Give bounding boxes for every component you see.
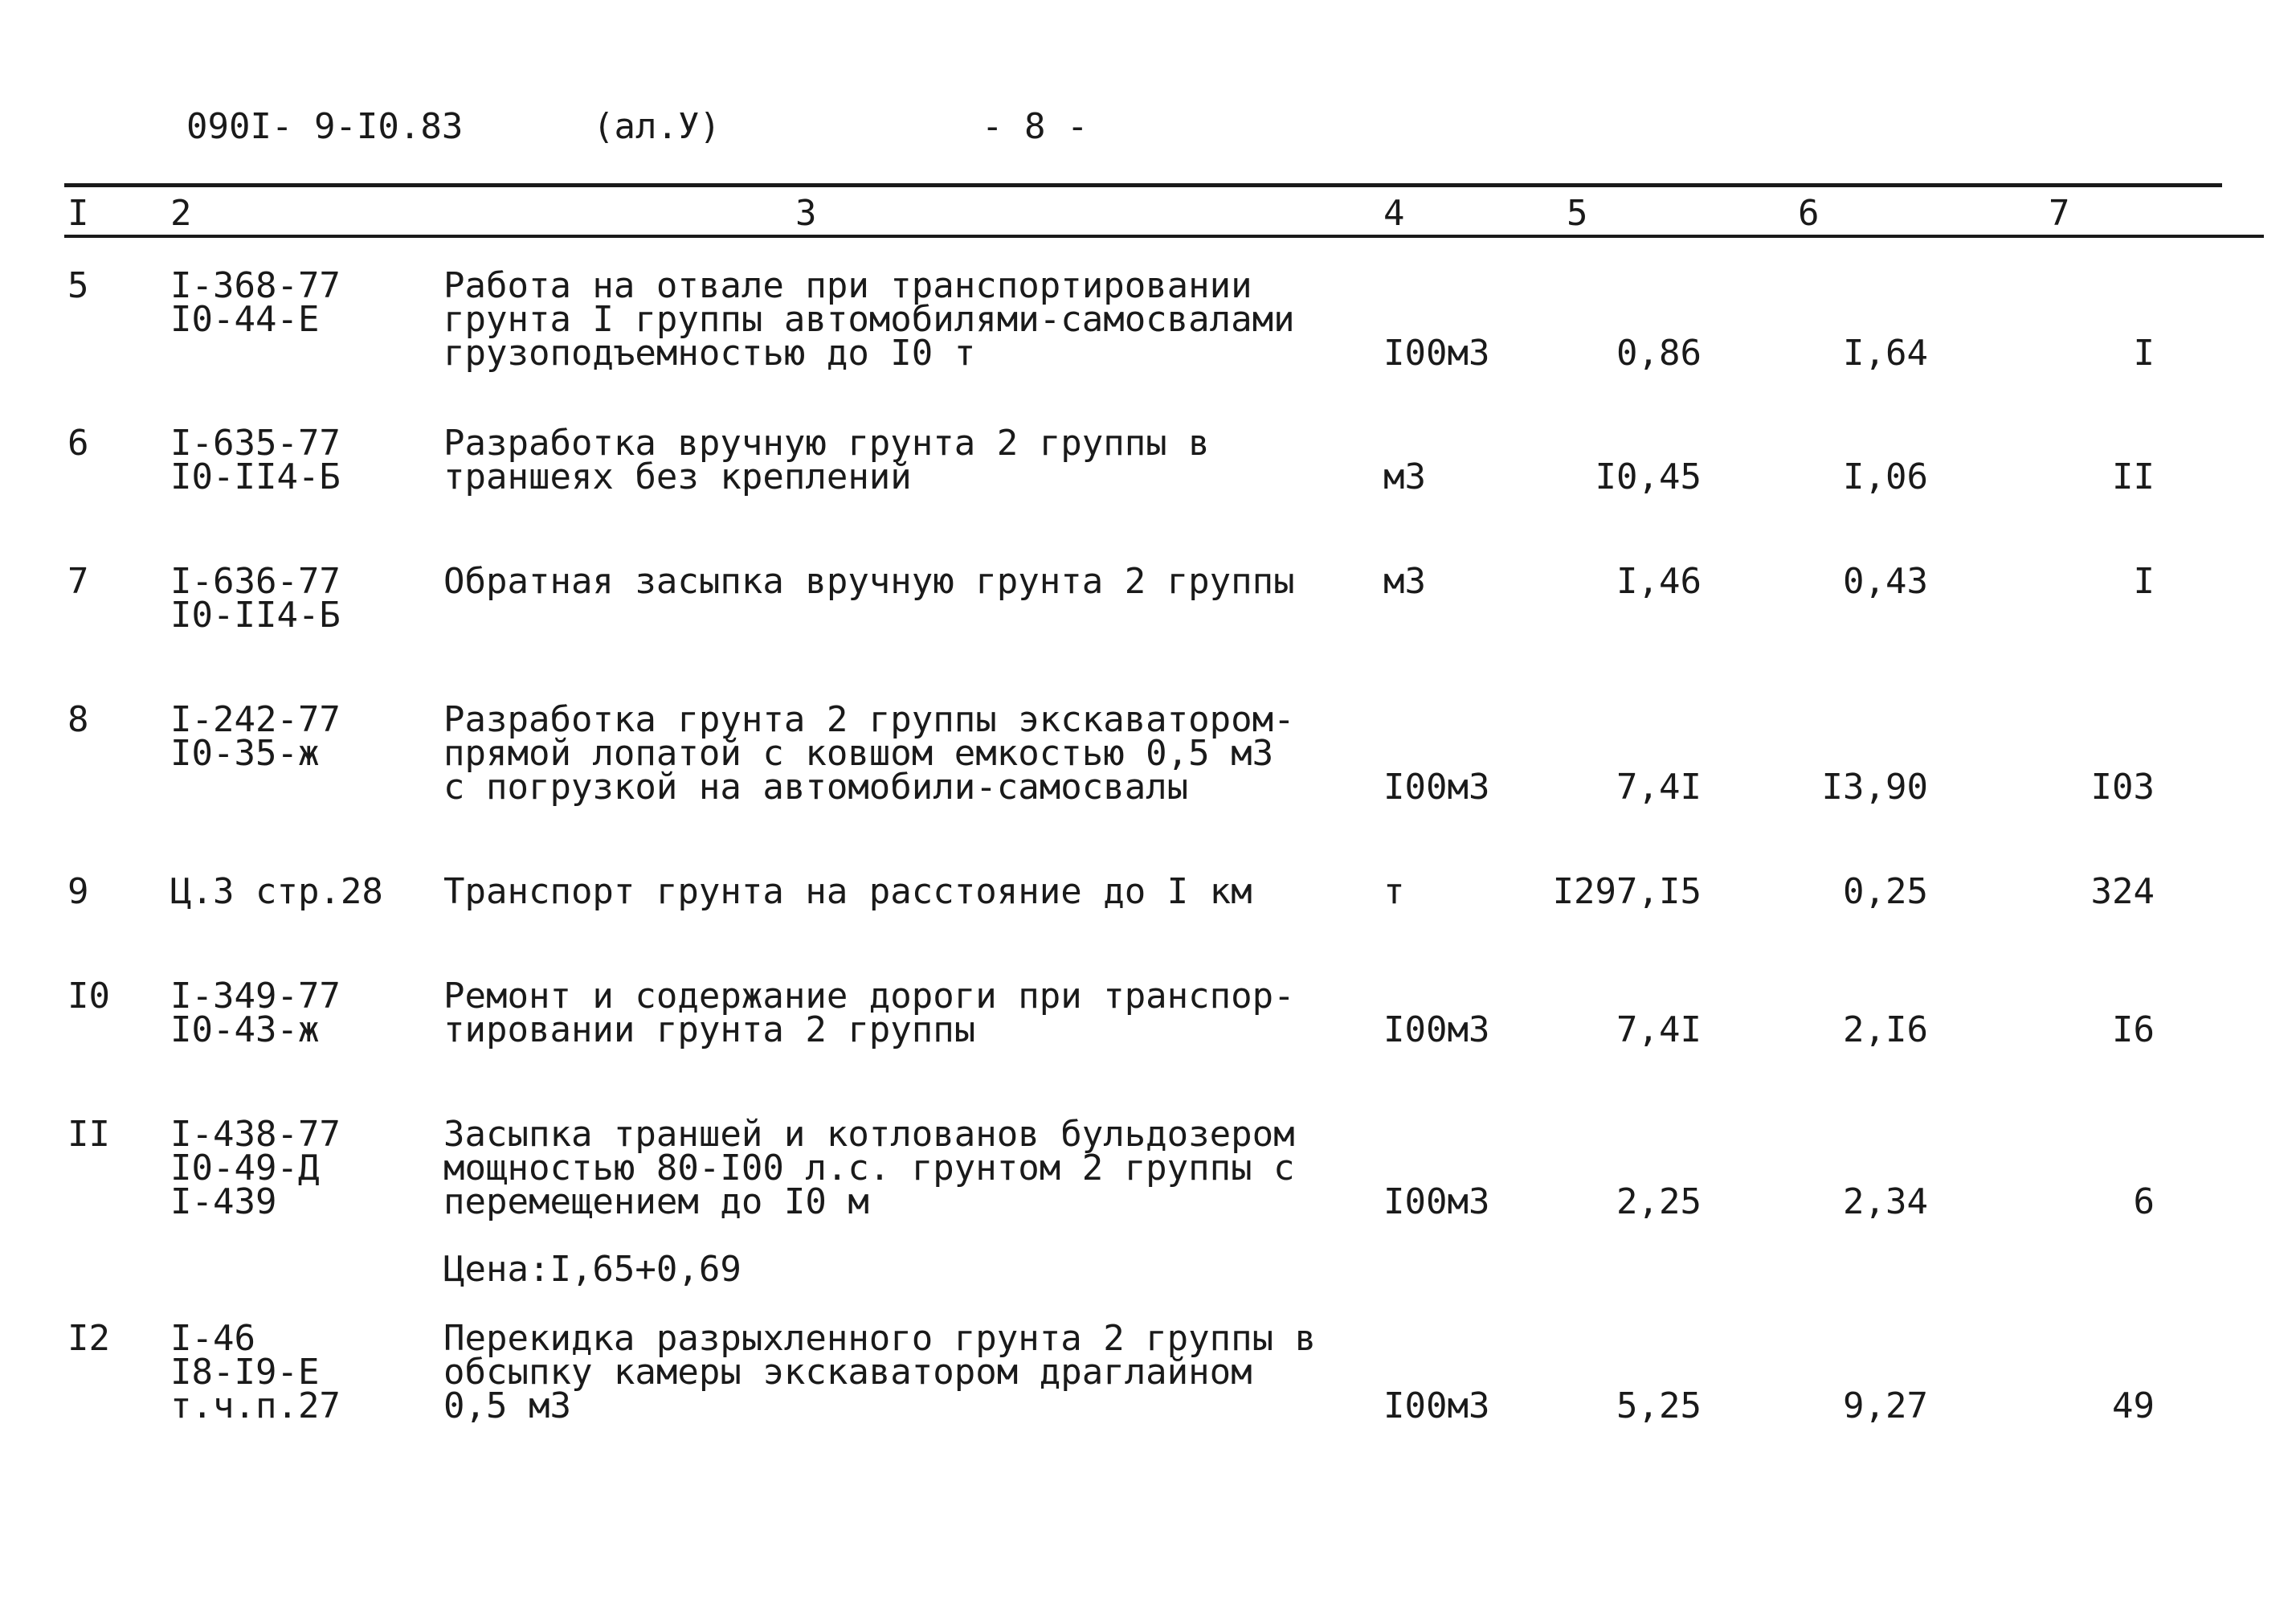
unit-rate-value: 0,25 — [1843, 871, 1928, 912]
unit-of-measure: I00м3 — [1383, 1009, 1490, 1050]
work-description-line: Обратная засыпка вручную грунта 2 группы — [443, 561, 1295, 602]
row-number: 5 — [67, 265, 89, 306]
total-value: I6 — [2112, 1009, 2155, 1050]
row-number: 9 — [67, 871, 89, 912]
work-description-line: Работа на отвале при транспортировании — [443, 265, 1252, 306]
row-number: 6 — [67, 423, 89, 464]
total-value: 324 — [2090, 871, 2155, 912]
work-description-line: Разработка грунта 2 группы экскаватором- — [443, 699, 1295, 740]
unit-of-measure: I00м3 — [1383, 1181, 1490, 1222]
work-description-line: Разработка вручную грунта 2 группы в — [443, 423, 1210, 464]
row-number: I2 — [67, 1318, 110, 1359]
album-number: (ал.У) — [593, 106, 721, 147]
unit-of-measure: I00м3 — [1383, 333, 1490, 374]
price-note: Цена:I,65+0,69 — [443, 1249, 742, 1290]
column-header-2: 2 — [170, 193, 192, 234]
total-value: 6 — [2133, 1181, 2155, 1222]
row-number: 7 — [67, 561, 89, 602]
column-header-4: 4 — [1383, 193, 1405, 234]
quantity-value: 5,25 — [1616, 1385, 1702, 1426]
work-description-line: грузоподъемностью до I0 т — [443, 333, 976, 374]
unit-rate-value: 0,43 — [1843, 561, 1928, 602]
total-value: II — [2112, 456, 2155, 497]
row-number: 8 — [67, 699, 89, 740]
norm-code-line: I0-49-Д — [170, 1148, 320, 1189]
quantity-value: I0,45 — [1595, 456, 1702, 497]
norm-code-line: т.ч.п.27 — [170, 1385, 341, 1426]
quantity-value: 7,4I — [1616, 1009, 1702, 1050]
norm-code-line: I-438-77 — [170, 1114, 341, 1155]
norm-code-line: I8-I9-Е — [170, 1352, 320, 1393]
work-description-line: Транспорт грунта на расстояние до I км — [443, 871, 1252, 912]
column-header-3: 3 — [795, 193, 817, 234]
column-header-6: 6 — [1798, 193, 1820, 234]
work-description-line: Ремонт и содержание дороги при транспор- — [443, 976, 1295, 1017]
row-number: II — [67, 1114, 110, 1155]
unit-of-measure: м3 — [1383, 561, 1426, 602]
unit-rate-value: 2,34 — [1843, 1181, 1928, 1222]
work-description-line: мощностью 80-I00 л.с. грунтом 2 группы с — [443, 1148, 1295, 1189]
unit-rate-value: I,64 — [1843, 333, 1928, 374]
unit-rate-value: I,06 — [1843, 456, 1928, 497]
total-value: 49 — [2112, 1385, 2155, 1426]
unit-of-measure: I00м3 — [1383, 1385, 1490, 1426]
column-header-5: 5 — [1567, 193, 1588, 234]
work-description-line: тировании грунта 2 группы — [443, 1009, 976, 1050]
row-number: I0 — [67, 976, 110, 1017]
work-description-line: траншеях без креплений — [443, 456, 912, 497]
work-description-line: Засыпка траншей и котлованов бульдозером — [443, 1114, 1295, 1155]
unit-of-measure: м3 — [1383, 456, 1426, 497]
unit-of-measure: I00м3 — [1383, 767, 1490, 808]
work-description-line: прямой лопатой с ковшом емкостью 0,5 м3 — [443, 733, 1274, 774]
quantity-value: 2,25 — [1616, 1181, 1702, 1222]
unit-of-measure: т — [1383, 871, 1405, 912]
norm-code-line: I0-44-Е — [170, 299, 320, 340]
work-description-line: Перекидка разрыхленного грунта 2 группы в — [443, 1318, 1317, 1359]
column-header-1: I — [67, 193, 89, 234]
unit-rate-value: I3,90 — [1821, 767, 1928, 808]
work-description-line: обсыпку камеры экскаватором драглайном — [443, 1352, 1252, 1393]
norm-code-line: Ц.3 стр.28 — [170, 871, 383, 912]
norm-code-line: I0-II4-Б — [170, 456, 341, 497]
quantity-value: I297,I5 — [1552, 871, 1702, 912]
unit-rate-value: 9,27 — [1843, 1385, 1928, 1426]
norm-code-line: I-242-77 — [170, 699, 341, 740]
header-rule — [64, 235, 2264, 238]
total-value: I — [2133, 561, 2155, 602]
norm-code-line: I-439 — [170, 1181, 277, 1222]
quantity-value: I,46 — [1616, 561, 1702, 602]
work-description-line: грунта I группы автомобилями-самосвалами — [443, 299, 1295, 340]
work-description-line: с погрузкой на автомобили-самосвалы — [443, 767, 1189, 808]
norm-code-line: I-368-77 — [170, 265, 341, 306]
document-code: 090I- 9-I0.83 — [186, 106, 464, 147]
norm-code-line: I-349-77 — [170, 976, 341, 1017]
norm-code-line: I0-II4-Б — [170, 595, 341, 636]
total-value: I — [2133, 333, 2155, 374]
column-header-7: 7 — [2049, 193, 2070, 234]
norm-code-line: I-46 — [170, 1318, 255, 1359]
norm-code-line: I0-43-ж — [170, 1009, 320, 1050]
quantity-value: 0,86 — [1616, 333, 1702, 374]
quantity-value: 7,4I — [1616, 767, 1702, 808]
work-description-line: перемещением до I0 м — [443, 1181, 869, 1222]
norm-code-line: I0-35-ж — [170, 733, 320, 774]
unit-rate-value: 2,I6 — [1843, 1009, 1928, 1050]
norm-code-line: I-636-77 — [170, 561, 341, 602]
page-number: - 8 - — [982, 106, 1089, 147]
total-value: I03 — [2090, 767, 2155, 808]
work-description-line: 0,5 м3 — [443, 1385, 571, 1426]
norm-code-line: I-635-77 — [170, 423, 341, 464]
top-rule — [64, 183, 2222, 187]
